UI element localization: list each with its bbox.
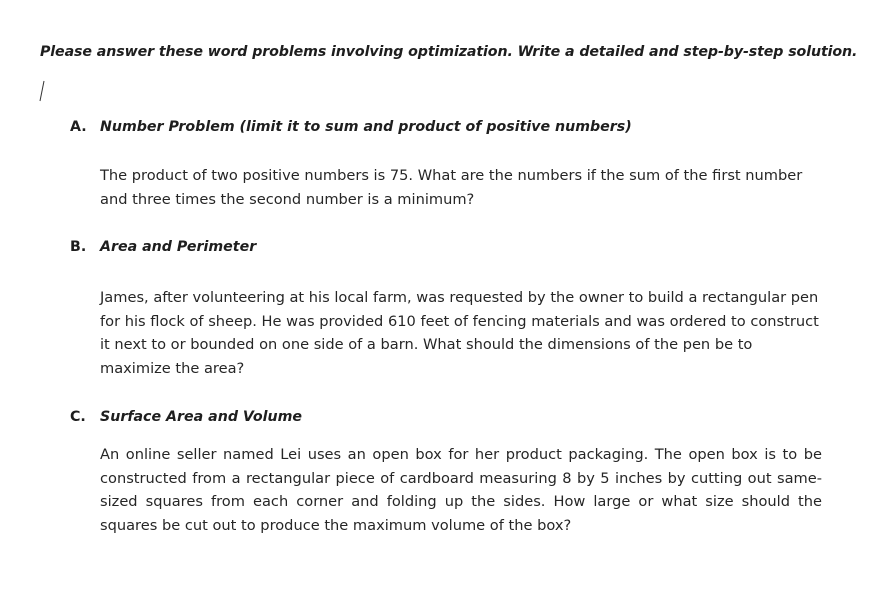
section-b-problem: James, after volunteering at his local farm, was requested by the owner to build a rectangular pen for his flock of sheep. He was provided 610 feet of fencing materials and was ordered to construct it next to or bounded on one side of a barn. What should the dimensions of the pen be to maximize the area?: [100, 289, 819, 377]
section-a-heading: [70, 119, 632, 135]
section-b-letter: B.: [70, 239, 87, 255]
section-a-letter: A.: [70, 119, 87, 135]
section-a-problem: The product of two positive numbers is 75. What are the numbers if the sum of the first number and three times the second number is a minimum?: [100, 167, 803, 208]
section-c-letter: C.: [70, 409, 86, 425]
section-b-title: Area and Perimeter: [100, 239, 257, 255]
section-b-heading: [70, 239, 256, 255]
instructions-text: Please answer these word problems involving optimization. Write a detailed and step-by-step solution.: [40, 44, 858, 60]
section-a-title: Number Problem (limit it to sum and product of positive numbers): [100, 119, 632, 135]
section-c-problem: An online seller named Lei uses an open box for her product packaging. The open box is to be constructed from a rectangular piece of cardboard measuring 8 by 5 inches by cutting out same-sized squares from each corner and folding up the sides. How large or what size should the squares be cut out to produce the maximum volume of the box?: [100, 446, 822, 534]
section-c-title: Surface Area and Volume: [100, 409, 302, 425]
section-c-heading: [70, 409, 302, 425]
text-cursor-icon: [38, 80, 46, 102]
